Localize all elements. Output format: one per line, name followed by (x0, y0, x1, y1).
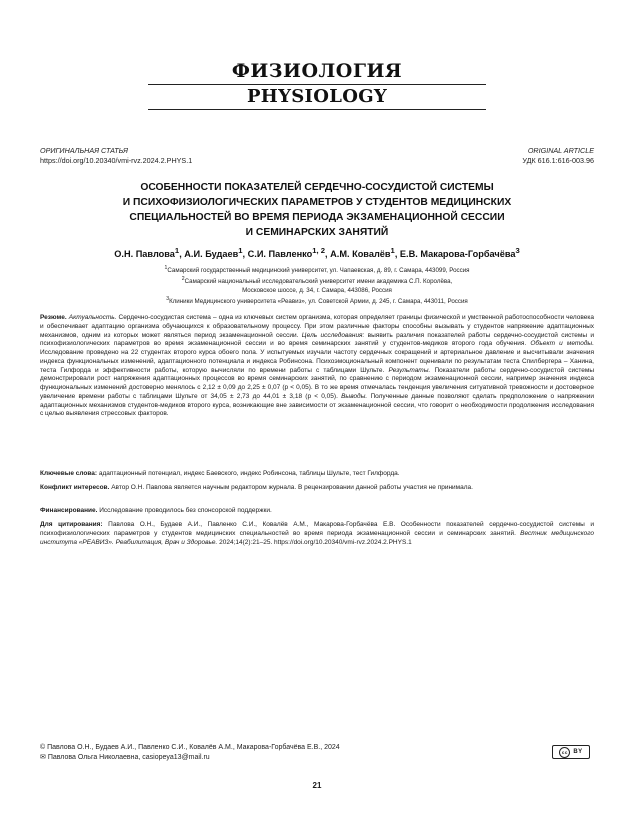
author: Е.В. Макарова-Горбачёва$^3$ (399, 246, 520, 260)
citation-doi[interactable]: 2024;14(2):21–25. https://doi.org/10.20340/vmi-rvz.2024.2.PHYS.1 (219, 538, 412, 546)
funding: Финансирование. Исследование проводилось без спонсорской поддержки. (40, 507, 272, 514)
affiliation: Московское шоссе, д. 34, г. Самара, 443086, Россия (242, 287, 392, 295)
abstract-label: Резюме. (40, 314, 67, 321)
cc-by-license-icon[interactable] (552, 745, 590, 759)
article-meta-left (40, 146, 192, 165)
doi-link[interactable]: https://doi.org/10.20340/vmi-rvz.2024.2.PHYS.1 (40, 155, 193, 165)
article-meta-right (522, 146, 594, 165)
contact: ✉ Павлова Ольга Николаевна, casiopeya13@mail.ru (40, 754, 210, 761)
article-type-ru: ОРИГИНАЛЬНАЯ СТАТЬЯ (40, 146, 128, 155)
license-mark: BY (573, 749, 583, 755)
author: А.И. Будаев$^1$, (184, 246, 248, 260)
envelope-icon: ✉ (40, 754, 46, 761)
title-line: ОСОБЕННОСТИ ПОКАЗАТЕЛЕЙ СЕРДЕЧНО-СОСУДИСТОЙ СИСТЕМЫ (140, 182, 494, 193)
section-title-ru: ФИЗИОЛОГИЯ (231, 60, 403, 82)
author: С.И. Павленко$^{1, 2}$, (247, 246, 331, 260)
affiliation: $^2$Самарский национальный исследовательский университет имени академика С.П. Королёва, (181, 276, 453, 286)
abstract: Резюме. Актуальность. Сердечно-сосудистая система – одна из ключевых систем организма, которая определяет границы физической и умственной работоспособности человека и обеспечивает адаптацию организма обучающихся к образовательному процессу. При этом различные факторы способны вызывать у студентов напряжение адаптационных механизмов, одним из которых может являться период экзаменационной сессии. Цель исследования: выявить различия показателей работы сердечно-сосудистой системы и психофизиологических параметров во время экзаменационной сессии и во время семинарских занятий у студентов-медиков второго года обучения. Объект и методы. Исследование проведено на 22 студентах второго курса обоего пола. У испытуемых изучали частоту сердечных сокращений и артериальное давление и высчитывали значения индекса функциональных изменений, адаптационного потенциала и индекса Робинсона. Психоэмоциональный компонент оценивали по результатам теста Спилбергера – Ханина, теста Гилфорда и эффективности работы, которую вычисляли по времени работы с таблицами Шульте. Результаты. Показатели работы сердечно-сосудистой системы демонстрировали рост напряжения адаптационных процессов во время семинарских занятий, по сравнению с периодом экзаменационной сессии, например значения индекса функциональных изменений достоверно менялось с 2,12 ± 0,09 до 2,25 ± 0,07 (p < 0,05). В то же время отмечалась тенденция увеличения ситуативной тревожности и достоверное увеличение времени работы с таблицами Шульте от 34,05 ± 2,73 до 44,01 ± 3,18 (p < 0,05). Выводы. Полученные данные позволяют сделать предположение о напряжении адаптационных механизмов студентов-медиков второго курса, возникающие вне зависимости от экзаменационной сессии, что говорит о необходимости продолжения исследования с целью выявления стрессовых факторов. (40, 314, 595, 418)
copyright: © Павлова О.Н., Будаев А.И., Павленко С.И., Ковалёв А.М., Макарова-Горбачёва Е.В., 2024 (40, 744, 340, 751)
title-line: СПЕЦИАЛЬНОСТЕЙ ВО ВРЕМЯ ПЕРИОДА ЭКЗАМЕНАЦИОННОЙ СЕССИИ (129, 212, 505, 223)
title-line: И ПСИХОФИЗИОЛОГИЧЕСКИХ ПАРАМЕТРОВ У СТУДЕНТОВ МЕДИЦИНСКИХ (122, 197, 512, 208)
author: А.М. Ковалёв$^1$, (330, 246, 400, 260)
article-type-en: ORIGINAL ARTICLE (527, 146, 594, 155)
author: О.Н. Павлова$^1$, (114, 246, 185, 260)
cc-circle-icon: cc (559, 747, 570, 758)
affiliation: $^1$Самарский государственный медицинский университет, ул. Чапаевская, д. 89, г. Самара, 443099, Россия (164, 265, 470, 275)
section-divider-bottom (148, 109, 486, 110)
affiliation: $^3$Клиники Медицинского университета «Реавиз», ул. Советской Армии, д. 245, г. Самара, 443011, Россия (166, 296, 468, 306)
citation: Для цитирования: Павлова О.Н., Будаев А.И., Павленко С.И., Ковалёв А.М., Макарова-Горбачёва Е.В. Особенности показателей сердечно-сосудистой системы и психофизиологических параметров у студентов медицинских специальностей во время периода экзаменационной сессии и семинарских занятий. Вестник медицинского института «РЕАВИЗ». Реабилитация, Врач и Здоровье. 2024;14(2):21–25. https://doi.org/10.20340/vmi-rvz.2024.2.PHYS.1 (40, 521, 595, 546)
conflict-of-interest: Конфликт интересов. Автор О.Н. Павлова является научным редактором журнала. В рецензировании данной работы участия не принимала. (40, 484, 473, 491)
affiliations (40, 264, 594, 306)
author-list (40, 246, 594, 259)
udc-code: УДК 616.1:616-003.96 (522, 155, 594, 165)
article-title (50, 180, 584, 240)
section-divider (148, 84, 486, 85)
keywords: Ключевые слова: адаптационный потенциал, индекс Баевского, индекс Робинсона, таблицы Шульте, тест Гилфорда. (40, 470, 400, 477)
footer-info (40, 743, 340, 763)
title-line: И СЕМИНАРСКИХ ЗАНЯТИЙ (245, 227, 389, 238)
section-title-en: PHYSIOLOGY (246, 86, 388, 107)
page-number: 21 (312, 781, 322, 790)
